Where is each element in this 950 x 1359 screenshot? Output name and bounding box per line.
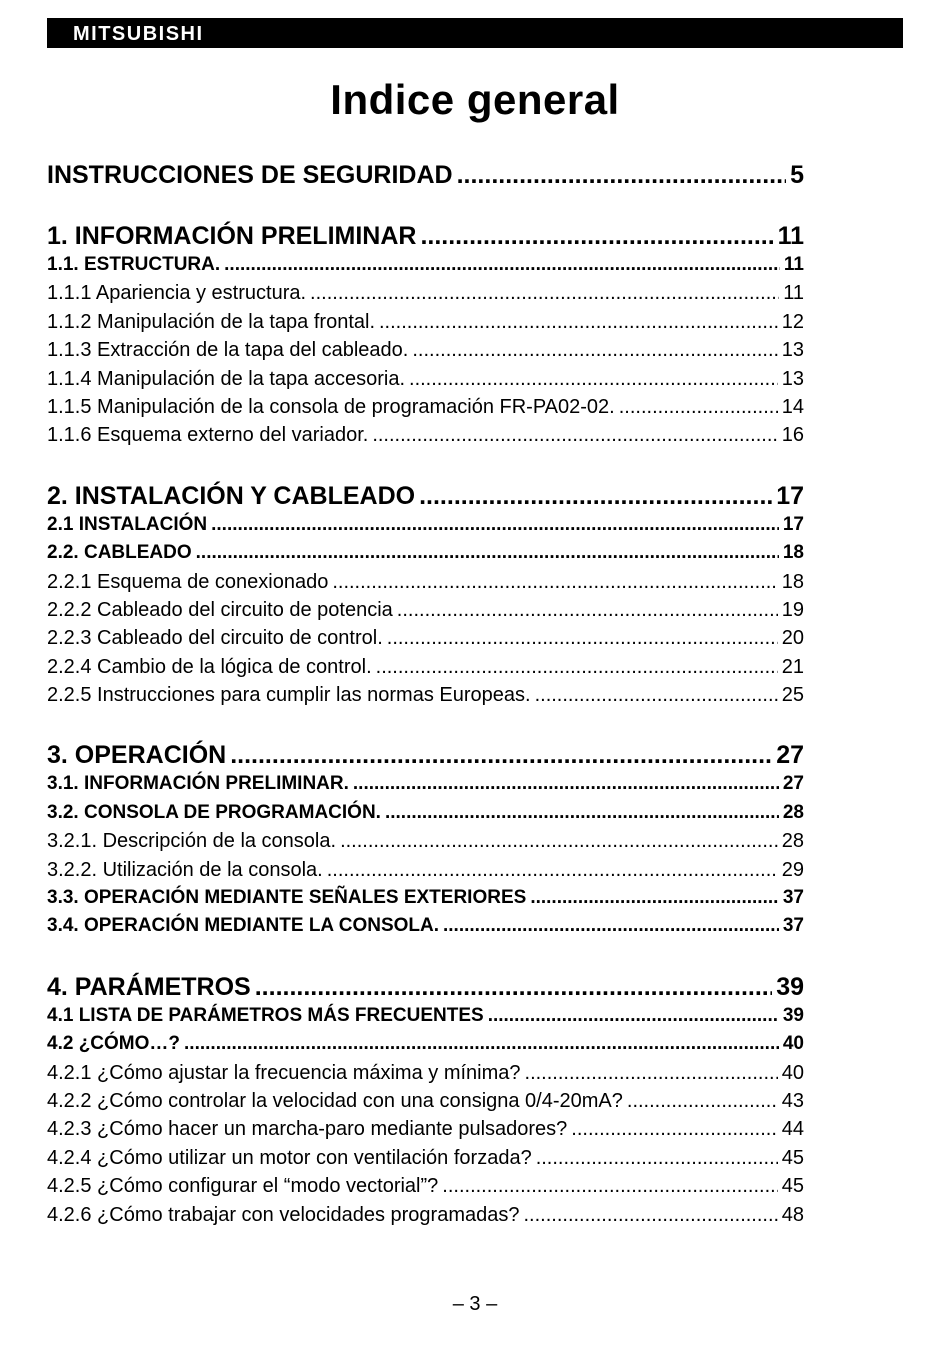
toc-subsection-entry[interactable] — [47, 1115, 804, 1143]
toc-entry-page: 45 — [781, 1146, 804, 1169]
toc-entry-page: 25 — [781, 684, 804, 707]
toc-entry-page: 20 — [781, 627, 804, 650]
toc-entry-page: 11 — [777, 222, 804, 250]
toc-entry-page: 5 — [790, 161, 804, 189]
toc-entry-page: 27 — [776, 741, 804, 770]
toc-chapter-entry[interactable] — [47, 221, 804, 251]
toc-entry-page: 14 — [781, 395, 804, 418]
toc-dot-leader — [340, 827, 778, 855]
toc-dot-leader — [224, 251, 780, 279]
toc-dot-leader — [536, 1144, 778, 1172]
toc-entry-page: 40 — [781, 1061, 804, 1084]
toc-entry-title: 1. INFORMACIÓN PRELIMINAR — [47, 222, 417, 250]
toc-section-entry[interactable] — [47, 1030, 804, 1058]
toc-entry-page: 37 — [782, 915, 804, 937]
toc-entry-page: 44 — [781, 1118, 804, 1141]
toc-entry-title: 3.2. CONSOLA DE PROGRAMACIÓN. — [47, 801, 381, 823]
toc-entry-title: 3.1. INFORMACIÓN PRELIMINAR. — [47, 773, 349, 795]
toc-section-entry[interactable] — [47, 912, 804, 940]
toc-entry-page: 29 — [781, 858, 804, 881]
toc-dot-leader — [184, 1030, 779, 1058]
toc-entry-page: 13 — [781, 367, 804, 390]
toc-dot-leader — [385, 799, 779, 827]
toc-subsection-entry[interactable] — [47, 365, 804, 393]
toc-entry-title: 3.4. OPERACIÓN MEDIANTE LA CONSOLA. — [47, 915, 439, 937]
toc-entry-page: 39 — [782, 1004, 804, 1026]
toc-subsection-entry[interactable] — [47, 681, 804, 709]
toc-entry-title: 3.3. OPERACIÓN MEDIANTE SEÑALES EXTERIORES — [47, 887, 527, 909]
toc-dot-leader — [332, 568, 777, 596]
toc-entry-page: 18 — [782, 542, 804, 564]
toc-subsection-entry[interactable] — [47, 1172, 804, 1200]
toc-section-entry[interactable] — [47, 799, 804, 827]
toc-entry-title: 2.2.3 Cableado del circuito de control. — [47, 627, 383, 650]
toc-subsection-entry[interactable] — [47, 1059, 804, 1087]
toc-entry-page: 28 — [782, 801, 804, 823]
toc-dot-leader — [327, 856, 778, 884]
toc-entry-title: 4.2.5 ¿Cómo configurar el “modo vectorial”? — [47, 1175, 439, 1198]
toc-dot-leader — [420, 221, 773, 251]
toc-entry-title: 2.2.2 Cableado del circuito de potencia — [47, 598, 393, 621]
toc-subsection-entry[interactable] — [47, 1087, 804, 1115]
toc-entry-page: 28 — [781, 830, 804, 853]
toc-entry-title: 1.1.6 Esquema externo del variador. — [47, 424, 369, 447]
toc-entry-title: 4. PARÁMETROS — [47, 972, 251, 1001]
table-of-contents — [47, 160, 804, 1229]
toc-dot-leader — [230, 740, 772, 770]
toc-chapter-entry[interactable] — [47, 740, 804, 770]
toc-entry-page: 48 — [781, 1203, 804, 1226]
toc-entry-title: 1.1.2 Manipulación de la tapa frontal. — [47, 310, 375, 333]
toc-entry-page: 11 — [783, 254, 804, 275]
toc-entry-page: 18 — [781, 570, 804, 593]
toc-dot-leader — [409, 365, 778, 393]
toc-subsection-entry[interactable] — [47, 308, 804, 336]
toc-entry-title: 4.2.6 ¿Cómo trabajar con velocidades programadas? — [47, 1203, 520, 1226]
toc-subsection-entry[interactable] — [47, 827, 804, 855]
toc-dot-leader — [196, 539, 779, 567]
toc-entry-page: 19 — [781, 598, 804, 621]
toc-dot-leader — [387, 624, 778, 652]
header-bar — [47, 18, 903, 48]
toc-subsection-entry[interactable] — [47, 279, 804, 307]
toc-dot-leader — [376, 653, 778, 681]
toc-dot-leader — [397, 596, 778, 624]
toc-subsection-entry[interactable] — [47, 1144, 804, 1172]
toc-entry-title: INSTRUCCIONES DE SEGURIDAD — [47, 161, 453, 189]
toc-dot-leader — [627, 1087, 778, 1115]
page-number: – 3 – — [452, 1293, 498, 1315]
toc-entry-page: 21 — [781, 655, 804, 678]
brand-label: MITSUBISHI — [73, 23, 204, 45]
toc-entry-title: 4.2.1 ¿Cómo ajustar la frecuencia máxima y mínima? — [47, 1061, 521, 1084]
toc-entry-title: 3. OPERACIÓN — [47, 741, 227, 770]
toc-entry-title: 1.1.5 Manipulación de la consola de programación FR-PA02-02. — [47, 395, 615, 418]
toc-entry-title: 4.2.4 ¿Cómo utilizar un motor con ventilación forzada? — [47, 1146, 532, 1169]
toc-entry-title: 4.2 ¿CÓMO…? — [47, 1033, 181, 1055]
toc-chapter-entry[interactable] — [47, 481, 804, 511]
toc-dot-leader — [211, 511, 779, 539]
toc-entry-title: 2.2.1 Esquema de conexionado — [47, 570, 329, 593]
toc-entry-title: 3.2.1. Descripción de la consola. — [47, 830, 337, 853]
toc-entry-title: 1.1.1 Apariencia y estructura. — [47, 282, 307, 305]
toc-subsection-entry[interactable] — [47, 856, 804, 884]
toc-chapter-entry[interactable] — [47, 972, 804, 1002]
toc-entry-title: 2.2.4 Cambio de la lógica de control. — [47, 655, 372, 678]
toc-entry-title: 1.1.4 Manipulación de la tapa accesoria. — [47, 367, 406, 390]
toc-dot-leader — [443, 912, 779, 940]
section-spacer — [47, 450, 804, 481]
toc-dot-leader — [412, 336, 777, 364]
toc-section-entry[interactable] — [47, 770, 804, 798]
section-spacer — [47, 941, 804, 972]
toc-entry-page: 13 — [781, 339, 804, 362]
toc-entry-page: 40 — [782, 1033, 804, 1055]
toc-section-entry[interactable] — [47, 884, 804, 912]
toc-entry-page: 45 — [781, 1175, 804, 1198]
toc-dot-leader — [457, 160, 787, 190]
toc-subsection-entry[interactable] — [47, 1201, 804, 1229]
toc-section-entry[interactable] — [47, 539, 804, 567]
toc-dot-leader — [530, 884, 779, 912]
toc-dot-leader — [523, 1201, 777, 1229]
section-spacer — [47, 190, 804, 221]
toc-dot-leader — [310, 279, 779, 307]
toc-entry-page: 16 — [781, 424, 804, 447]
toc-subsection-entry[interactable] — [47, 653, 804, 681]
toc-entry-title: 2. INSTALACIÓN Y CABLEADO — [47, 481, 416, 510]
toc-entry-page: 43 — [781, 1089, 804, 1112]
toc-entry-page: 12 — [781, 310, 804, 333]
toc-dot-leader — [619, 393, 778, 421]
toc-entry-page: 39 — [776, 972, 804, 1001]
section-spacer — [47, 709, 804, 740]
toc-dot-leader — [571, 1115, 777, 1143]
toc-chapter-entry[interactable] — [47, 160, 804, 190]
toc-dot-leader — [255, 972, 772, 1002]
toc-dot-leader — [525, 1059, 778, 1087]
toc-entry-title: 2.2. CABLEADO — [47, 542, 192, 564]
toc-entry-title: 2.2.5 Instrucciones para cumplir las normas Europeas. — [47, 684, 531, 707]
toc-dot-leader — [372, 421, 777, 449]
toc-subsection-entry[interactable] — [47, 336, 804, 364]
toc-entry-title: 1.1. ESTRUCTURA. — [47, 254, 221, 275]
toc-subsection-entry[interactable] — [47, 393, 804, 421]
toc-section-entry[interactable] — [47, 511, 804, 539]
toc-section-entry[interactable] — [47, 251, 804, 279]
toc-dot-leader — [535, 681, 778, 709]
toc-dot-leader — [488, 1002, 779, 1030]
toc-subsection-entry[interactable] — [47, 596, 804, 624]
toc-dot-leader — [353, 770, 779, 798]
toc-entry-page: 17 — [782, 513, 804, 535]
toc-entry-title: 4.2.2 ¿Cómo controlar la velocidad con una consigna 0/4-20mA? — [47, 1089, 623, 1112]
toc-entry-title: 4.2.3 ¿Cómo hacer un marcha-paro mediante pulsadores? — [47, 1118, 568, 1141]
toc-subsection-entry[interactable] — [47, 568, 804, 596]
toc-dot-leader — [442, 1172, 777, 1200]
toc-subsection-entry[interactable] — [47, 624, 804, 652]
toc-entry-page: 11 — [783, 282, 804, 305]
toc-dot-leader — [379, 308, 778, 336]
toc-entry-title: 3.2.2. Utilización de la consola. — [47, 858, 323, 881]
toc-entry-title: 2.1 INSTALACIÓN — [47, 513, 208, 535]
toc-entry-title: 1.1.3 Extracción de la tapa del cableado. — [47, 339, 409, 362]
toc-dot-leader — [419, 481, 772, 511]
toc-entry-page: 17 — [776, 481, 804, 510]
toc-section-entry[interactable] — [47, 1002, 804, 1030]
toc-subsection-entry[interactable] — [47, 421, 804, 449]
toc-entry-title: 4.1 LISTA DE PARÁMETROS MÁS FRECUENTES — [47, 1004, 484, 1026]
toc-entry-page: 27 — [782, 773, 804, 795]
toc-entry-page: 37 — [782, 887, 804, 909]
page-title: Indice general — [330, 76, 620, 123]
